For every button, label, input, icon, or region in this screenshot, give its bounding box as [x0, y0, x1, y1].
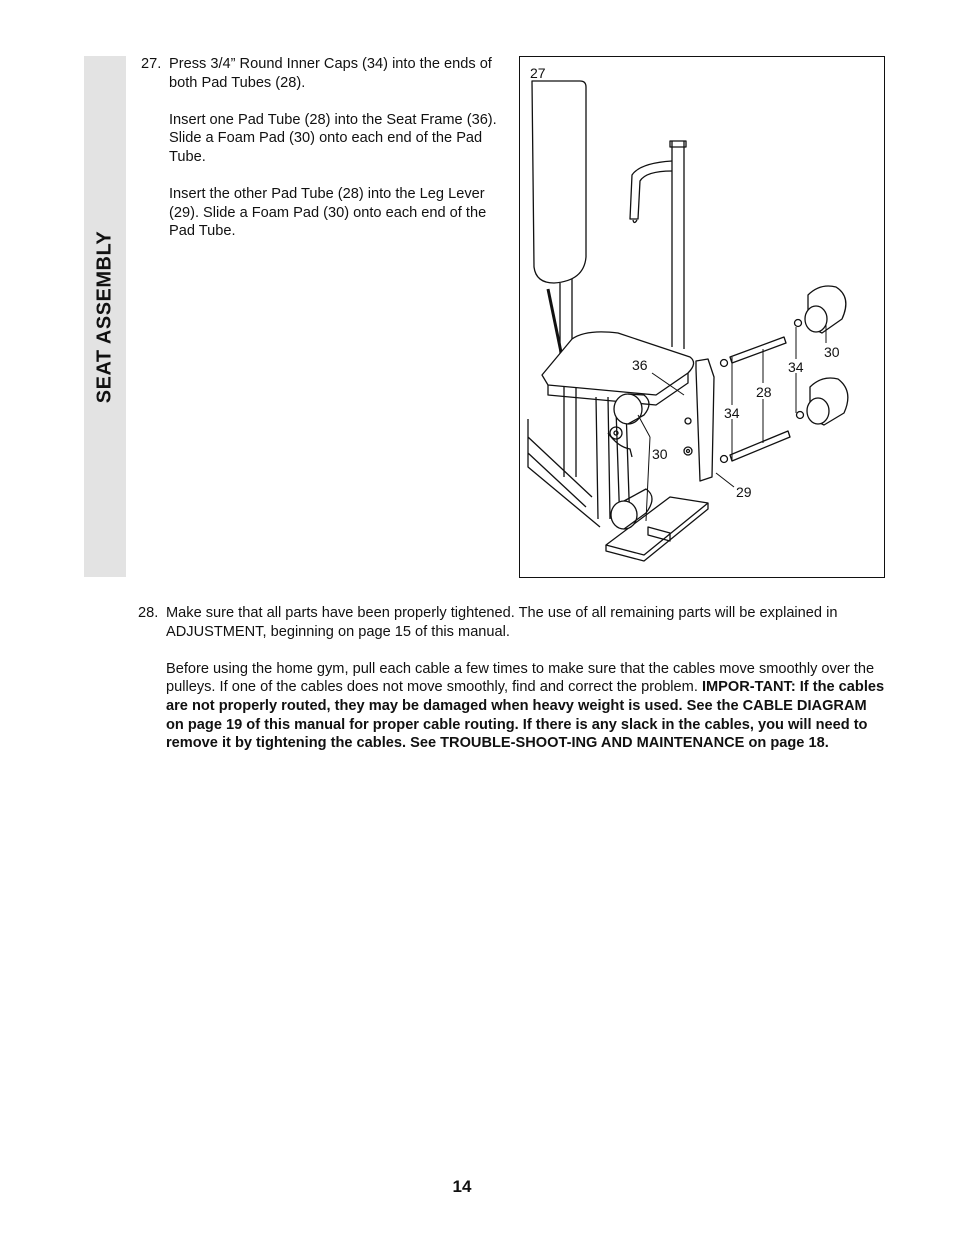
- assembly-figure: [519, 56, 885, 578]
- callout-foam-pad: 30: [652, 446, 668, 462]
- step-number: 27.: [141, 56, 162, 72]
- callout-foam-pad: 30: [824, 344, 840, 360]
- assembly-drawing: [520, 57, 884, 577]
- section-side-tab: [84, 56, 126, 577]
- section-title: SEAT ASSEMBLY: [93, 230, 116, 403]
- callout-pad-tube: 28: [756, 384, 772, 400]
- callout-seat-frame: 36: [632, 357, 648, 373]
- step-paragraph: Make sure that all parts have been properly tightened. The use of all remaining parts will be explained in ADJUSTMENT, beginning on page 15 of this manual.: [166, 605, 838, 640]
- figure-step-label: 27: [530, 65, 546, 81]
- callout-leg-lever: 29: [736, 484, 752, 500]
- step-paragraph: [166, 660, 888, 753]
- step-body: [166, 604, 888, 771]
- step-number: 28.: [138, 605, 159, 621]
- step-paragraph: Insert one Pad Tube (28) into the Seat Frame (36). Slide a Foam Pad (30) onto each end of the Pad Tube.: [169, 111, 497, 165]
- important-note: IMPOR-TANT: If the cables are not properly routed, they may be damaged when heavy weight is used. See the CABLE DIAGRAM on page 19 of this manual for proper cable routing. If there is any slack in the cables, you will need to remove it by tightening the cables. See TROUBLE-SHOOT-ING AND MAINTENANCE on page 18.: [166, 679, 885, 752]
- step-body: [169, 55, 501, 260]
- page-number: 14: [452, 1177, 472, 1196]
- callout-inner-cap: 34: [724, 405, 740, 421]
- step-text: Before using the home gym, pull each cable a few times to make sure that the cables move smoothly over the pulleys. If one of the cables does not move smoothly, find and correct the problem.: [166, 660, 875, 696]
- callout-inner-cap: 34: [788, 359, 804, 375]
- step-paragraph: Insert the other Pad Tube (28) into the Leg Lever (29). Slide a Foam Pad (30) onto each end of the Pad Tube.: [169, 186, 487, 240]
- step-paragraph: Press 3/4” Round Inner Caps (34) into the ends of both Pad Tubes (28).: [169, 56, 492, 91]
